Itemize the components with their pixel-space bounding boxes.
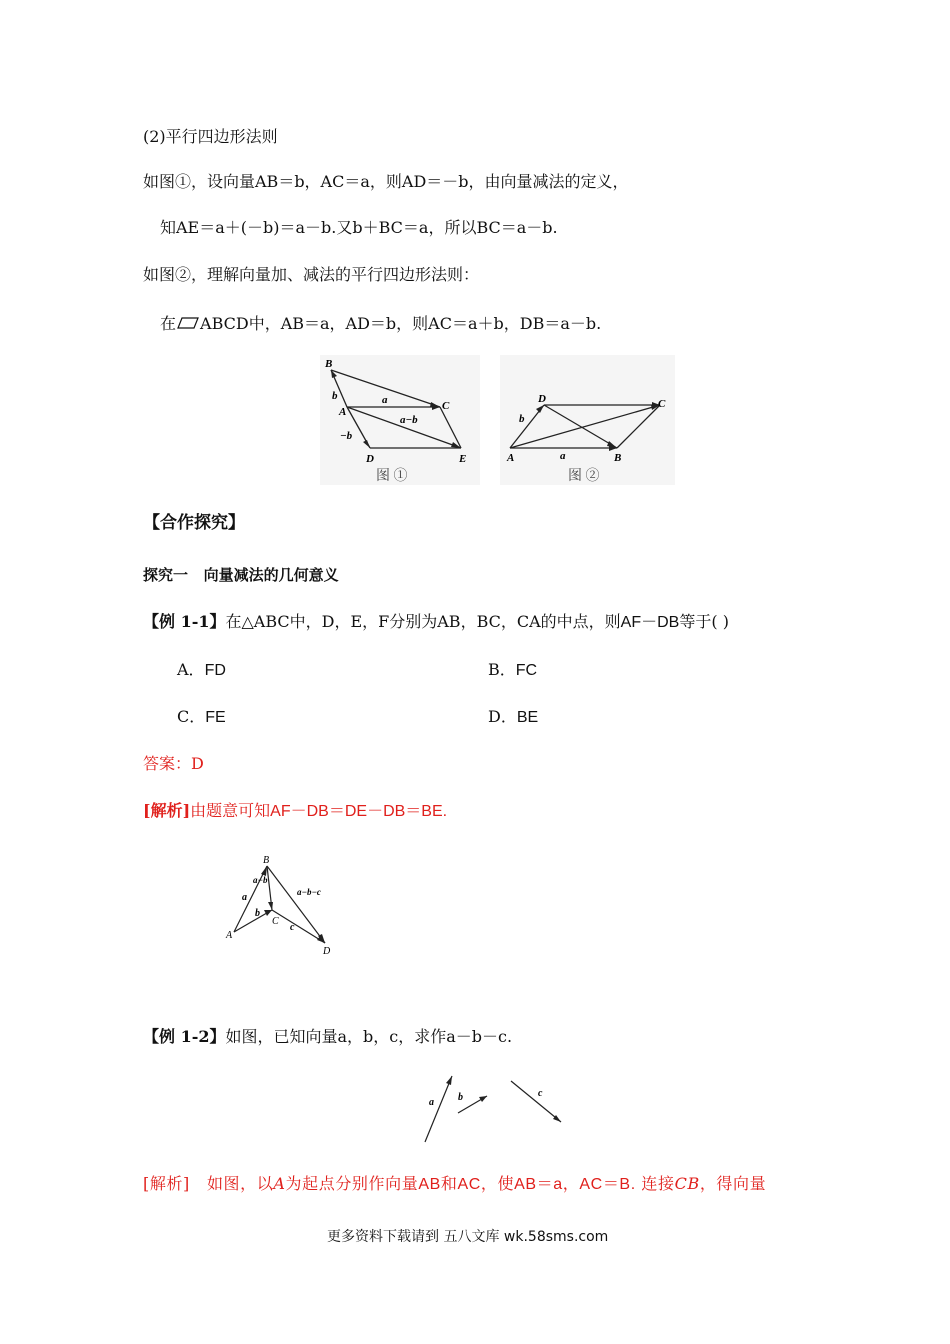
- example-1-1-question: [143, 612, 729, 633]
- fig1-caption: 图 ①: [376, 469, 408, 484]
- fig4-label-b: b: [458, 1092, 463, 1103]
- parallelogram-rule-line: [160, 314, 601, 334]
- figure1-description: 如图①，设向量AB＝b，AC＝a，则AD＝－b，由向量减法的定义，: [143, 172, 629, 191]
- figure-2: [500, 355, 675, 485]
- figure-3: [222, 850, 342, 960]
- subsection-title: 探究一 向量减法的几何意义: [143, 566, 339, 584]
- fig2-caption: 图 ②: [568, 469, 600, 484]
- fig3-point-c: C: [272, 916, 279, 927]
- fig2-label-b: b: [519, 413, 525, 425]
- fig3-label-b: b: [255, 908, 260, 919]
- derivation-line: 知AE＝a＋(－b)＝a－b.又b＋BC＝a，所以BC＝a－b.: [160, 218, 558, 237]
- option-b: B．FC: [488, 660, 538, 679]
- fig1-point-d: D: [366, 453, 374, 465]
- fig2-point-c: C: [658, 398, 666, 410]
- fig1-label-minus-b: −b: [340, 430, 353, 442]
- example-1-1-tag: 【例 1-1】: [143, 612, 226, 631]
- option-a: A．FD: [177, 660, 226, 679]
- fig1-point-c: C: [442, 400, 450, 412]
- analysis-1: [143, 801, 447, 822]
- rule-title: (2)平行四边形法则: [143, 127, 278, 146]
- fig1-label-a: a: [382, 394, 388, 406]
- fig4-label-c: c: [538, 1088, 543, 1099]
- example-1-2-text: 如图，已知向量a，b，c，求作a－b－c.: [225, 1027, 513, 1046]
- fig1-point-a: A: [339, 406, 347, 418]
- fig3-label-a-minus-b-minus-c: a−b−c: [297, 887, 321, 897]
- fig2-label-a: a: [560, 450, 566, 462]
- figure2-description: 如图②，理解向量加、减法的平行四边形法则：: [143, 265, 480, 284]
- footer-text[interactable]: 更多资料下载请到 五八文库 wk.58sms.com: [327, 1229, 609, 1245]
- fig2-point-d: D: [538, 393, 546, 405]
- fig2-point-b: B: [614, 452, 622, 464]
- fig1-point-b: B: [325, 358, 333, 370]
- fig3-point-a: A: [226, 930, 233, 941]
- fig3-point-b: B: [263, 855, 270, 866]
- rule-body: ABCD中，AB＝a，AD＝b，则AC＝a＋b，DB＝a－b.: [200, 314, 602, 333]
- fig3-label-a: a: [242, 892, 247, 903]
- figure-4: [415, 1070, 575, 1150]
- analysis-1-text: 由题意可知: [190, 801, 271, 820]
- fig3-point-d: D: [323, 946, 331, 957]
- analysis-1-expr: AF－DB＝DE－DB＝BE.: [270, 803, 448, 820]
- option-c: C．FE: [177, 707, 226, 726]
- fig3-label-c: c: [290, 922, 295, 933]
- rule-prefix: 在: [160, 314, 177, 333]
- example-1-1-text: 在△ABC中，D，E，F分别为AB，BC，CA的中点，则: [225, 612, 621, 631]
- option-d: D．BE: [488, 707, 539, 726]
- figure-1: [320, 355, 480, 485]
- analysis-1-tag: [解析]: [143, 801, 191, 820]
- example-1-1-expr: AF－DB: [620, 614, 680, 631]
- fig2-point-a: A: [507, 452, 515, 464]
- fig1-point-e: E: [459, 453, 467, 465]
- fig3-label-a-minus-b: a−b: [253, 875, 268, 885]
- fig4-label-a: a: [429, 1097, 434, 1108]
- section-title: 【合作探究】: [143, 513, 245, 533]
- example-1-2-question: [143, 1027, 512, 1047]
- parallelogram-icon: [177, 317, 199, 329]
- example-1-1-blank: 等于( ): [679, 612, 729, 631]
- example-1-2-tag: 【例 1-2】: [143, 1027, 226, 1046]
- analysis-2-tag: [解析]: [143, 1174, 190, 1193]
- fig1-label-b: b: [332, 390, 338, 402]
- fig1-label-a-minus-b: a−b: [400, 414, 418, 426]
- analysis-2: [解析] 如图，以A为起点分别作向量AB和AC，使AB＝a，AC＝B. 连接CB，得向量: [143, 1174, 767, 1193]
- answer-text: 答案：D: [143, 754, 204, 773]
